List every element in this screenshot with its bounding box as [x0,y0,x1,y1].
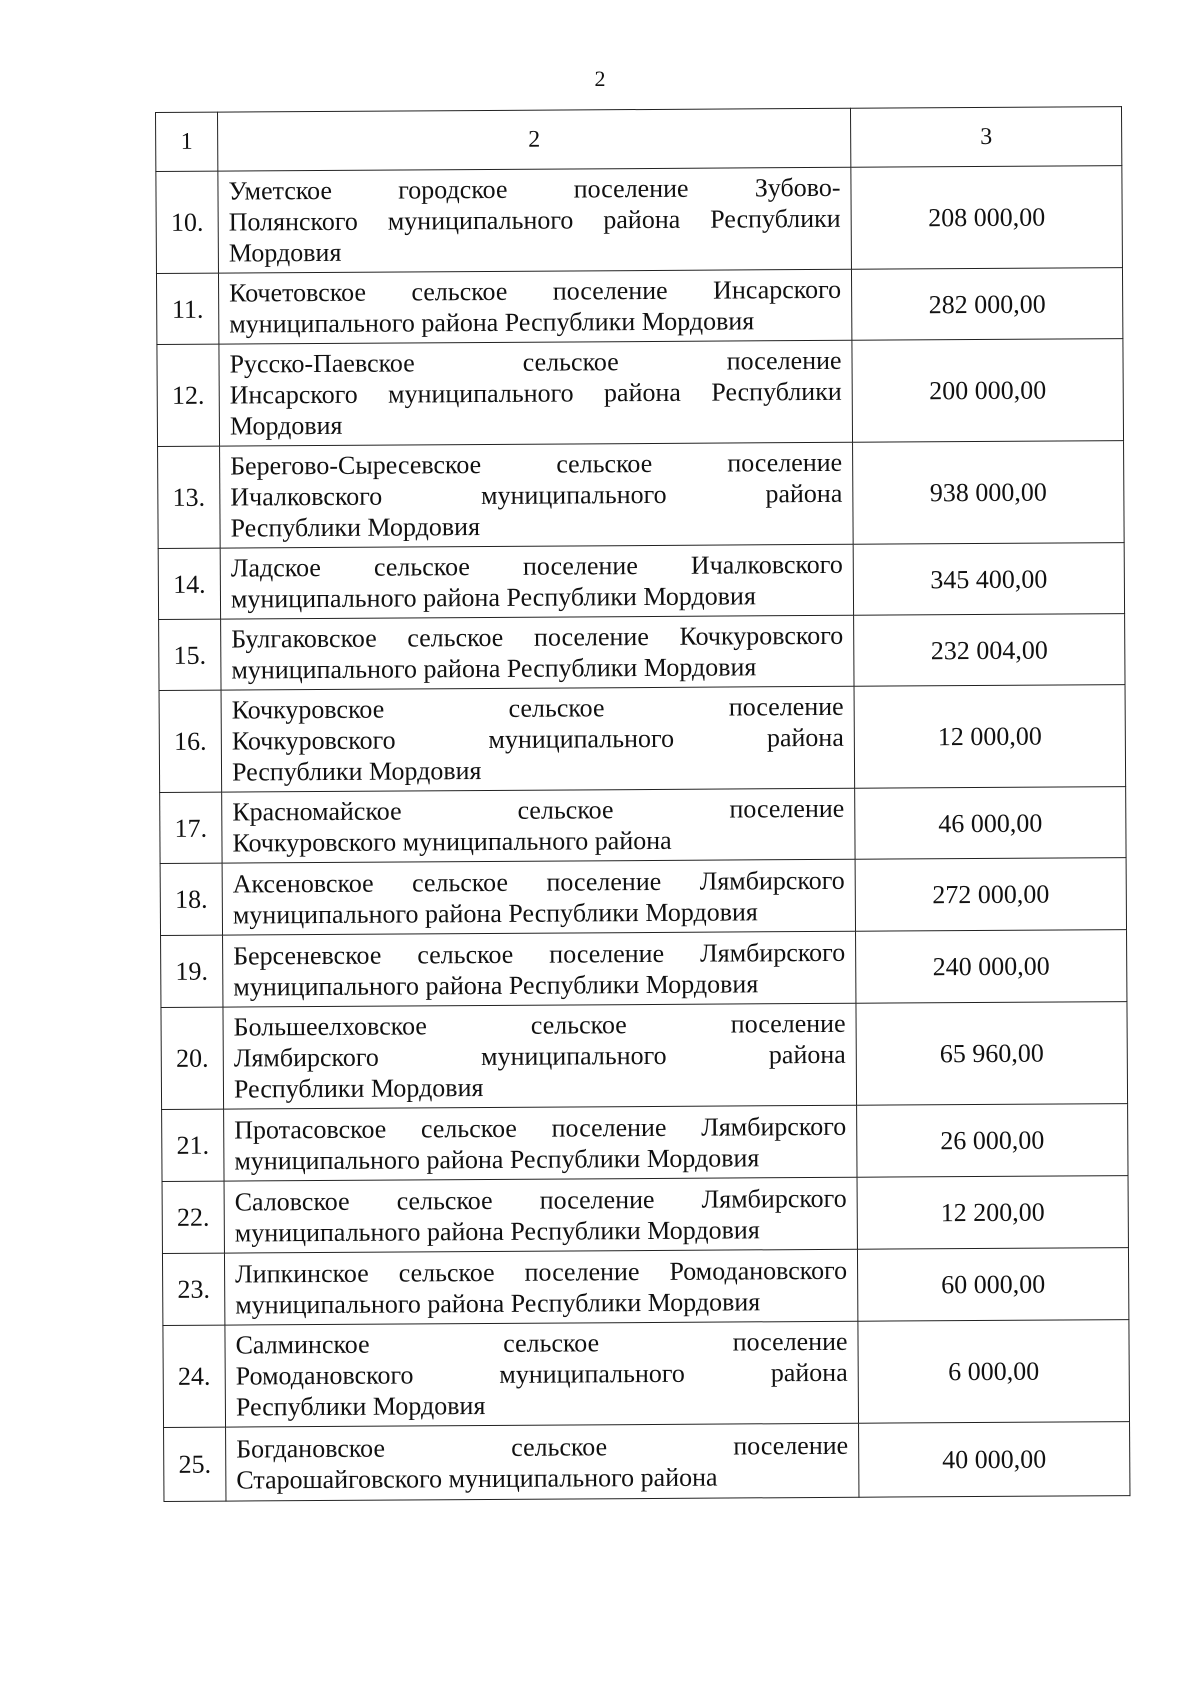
settlement-name-line: Красномайское сельское поселение [232,793,845,827]
settlement-name-line: Старошайговского муниципального района [236,1462,718,1495]
settlement-name-line: Большеелховское сельское поселение [233,1008,846,1042]
settlement-name-line: Полянского муниципального района Республики [228,203,841,237]
table-row [160,787,1126,864]
settlement-name [223,1003,857,1109]
settlement-name-line: Кочкуровского муниципального района [231,722,844,756]
settlement-name-line: Ичалковского муниципального района [230,478,843,512]
amount: 26 000,00 [857,1104,1128,1178]
row-number: 10. [156,171,219,273]
settlement-name-line: Богдановское сельское поселение [236,1430,849,1464]
amount: 12 000,00 [854,685,1126,789]
amount: 938 000,00 [853,441,1125,545]
settlement-name [221,615,854,690]
settlement-name-line: муниципального района Республики Мордовия [234,1142,760,1176]
row-number: 17. [160,792,222,863]
table-row [164,1422,1130,1502]
table-row [158,441,1125,549]
amount: 200 000,00 [852,339,1124,443]
row-number: 21. [162,1109,224,1181]
row-number: 12. [157,344,220,446]
settlement-name-line: Аксеновское сельское поселение Лямбирского [232,865,845,899]
settlement-name-line: Булгаковское сельское поселение Кочкуровского [231,620,844,654]
table-row [162,1176,1128,1254]
settlement-name-line: муниципального района Республики Мордовия [232,896,758,930]
settlement-name [222,859,855,935]
table-row [158,543,1124,620]
amount: 6 000,00 [858,1320,1130,1424]
table-header-row [156,107,1122,172]
table-row [159,685,1126,793]
table-row [156,268,1122,345]
amount: 240 000,00 [856,930,1127,1004]
settlement-name [220,442,854,548]
settlement-name [222,788,855,863]
settlement-name-line: Республики Мордовия [233,1073,484,1104]
settlement-name-line: муниципального района Республики Мордовия [234,1214,760,1248]
settlement-name-line: муниципального района Республики Мордовия [230,581,756,614]
row-number: 22. [162,1181,224,1253]
settlement-name-line: Берегово-Сыресевское сельское поселение [230,447,843,481]
allocation-table [155,106,1130,1502]
row-number: 25. [164,1427,226,1501]
settlement-name-line: муниципального района Республики Мордовия [233,968,759,1002]
amount: 282 000,00 [851,268,1122,341]
settlement-name-line: муниципального района Республики Мордовия [231,652,757,685]
row-number: 13. [158,446,221,548]
table-row [160,858,1126,936]
settlement-name-line: Инсарского муниципального района Республики [229,376,842,410]
table-row [162,1104,1128,1182]
row-number: 14. [158,548,220,619]
header-col-3: 3 [850,107,1121,168]
table-body [156,107,1130,1502]
settlement-name [219,340,853,446]
table-row [161,930,1127,1008]
settlement-name-line: Ромодановского муниципального района [235,1357,848,1391]
table-row [163,1320,1130,1428]
settlement-name-line: муниципального района Республики Мордовия [229,306,755,339]
table-row [159,614,1125,691]
settlement-name [221,686,855,792]
amount: 345 400,00 [853,543,1124,616]
page-number: 2 [594,66,606,91]
table-row [157,339,1124,447]
amount: 272 000,00 [855,858,1126,932]
settlement-name-line: Республики Мордовия [231,756,482,787]
row-number: 19. [161,935,223,1007]
amount: 208 000,00 [851,166,1123,270]
settlement-name-line: Мордовия [229,410,343,441]
row-number: 18. [160,863,222,935]
table-row [156,166,1123,274]
settlement-name-line: Уметское городское поселение Зубово- [228,172,841,206]
settlement-name-line: Республики Мордовия [230,512,481,543]
amount: 46 000,00 [855,787,1126,860]
settlement-name-line: Салминское сельское поселение [235,1326,848,1360]
amount: 12 200,00 [857,1176,1128,1250]
settlement-name-line: Липкинское сельское поселение Ромодановского [235,1255,848,1289]
settlement-name-line: Республики Мордовия [235,1391,486,1422]
settlement-name-line: Мордовия [228,237,342,268]
row-number: 16. [159,690,222,792]
table-row [161,1002,1128,1110]
settlement-name [218,269,851,344]
amount: 40 000,00 [859,1422,1130,1498]
row-number: 11. [156,273,218,344]
settlement-name [226,1423,859,1501]
settlement-name-line: Русско-Паевское сельское поселение [229,345,842,379]
settlement-name-line: муниципального района Республики Мордовия [235,1286,761,1320]
settlement-name-line: Ладское сельское поселение Ичалковского [230,549,843,583]
header-col-2: 2 [218,108,851,171]
row-number: 24. [163,1325,226,1427]
settlement-name-line: Кочетовское сельское поселение Инсарского [229,274,842,308]
amount: 60 000,00 [857,1248,1128,1322]
amount: 232 004,00 [854,614,1125,687]
settlement-name [224,1177,857,1253]
settlement-name-line: Кочкуровское сельское поселение [231,691,844,725]
settlement-name [225,1321,859,1427]
settlement-name-line: Саловское сельское поселение Лямбирского [234,1183,847,1217]
settlement-name [224,1249,857,1325]
row-number: 20. [161,1007,224,1109]
settlement-name [223,931,856,1007]
settlement-name [220,544,853,619]
row-number: 23. [162,1253,224,1325]
row-number: 15. [159,619,221,690]
settlement-name-line: Лямбирского муниципального района [233,1039,846,1073]
table-row [162,1248,1128,1326]
amount: 65 960,00 [856,1002,1128,1106]
header-col-1: 1 [156,112,218,171]
settlement-name [218,167,852,273]
settlement-name [224,1105,857,1181]
settlement-name-line: Протасовское сельское поселение Лямбирского [234,1111,847,1145]
settlement-name-line: Кочкуровского муниципального района [232,825,672,858]
settlement-name-line: Берсеневское сельское поселение Лямбирского [233,937,846,971]
